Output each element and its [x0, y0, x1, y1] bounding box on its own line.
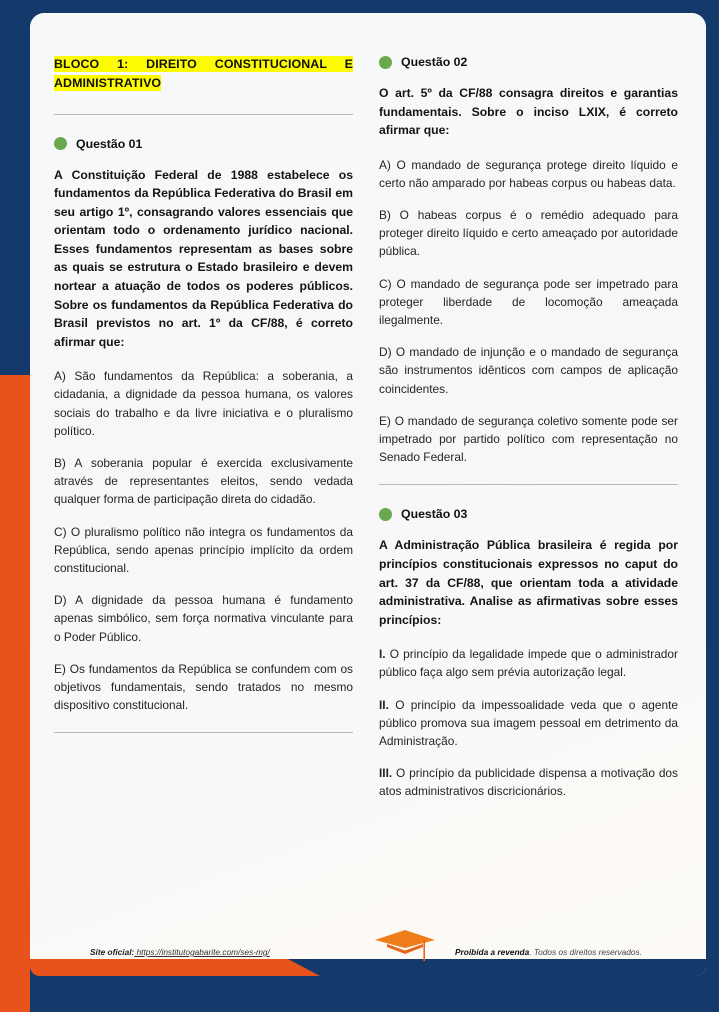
question-03-statement-i	[379, 645, 678, 681]
question-03-label: Questão 03	[401, 507, 468, 522]
question-03-statement-iii	[379, 764, 678, 800]
question-03-stem: A Administração Pública brasileira é regida por princípios constitucionais expressos no caput do art. 37 da CF/88, que orientam toda a atividade administrativa. Analise as afirmativas sobre esses princípios:	[379, 538, 678, 627]
graduation-cap-icon	[371, 926, 439, 964]
block-title: BLOCO 1: DIREITO CONSTITUCIONAL E ADMINISTRATIVO	[54, 57, 353, 91]
statement-ii-text: O princípio da impessoalidade veda que o agente público promova sua imagem pessoal em detrimento da Administração.	[379, 697, 678, 749]
column-right	[379, 55, 678, 928]
divider-bottom-left	[54, 732, 353, 733]
green-bullet-icon	[379, 508, 392, 521]
footer-site-label: Site oficial:	[90, 947, 135, 957]
question-01-alternative-e: E) Os fundamentos da República se confundem com os objetivos fundamentais, sendo tratados no mesmo dispositivo constitucional.	[54, 661, 353, 713]
green-bullet-icon	[54, 137, 67, 150]
question-01-alternative-a: A) São fundamentos da República: a soberania, a cidadania, a dignidade da pessoa humana, os valores sociais do trabalho e da livre iniciativa e o pluralismo político.	[54, 369, 353, 438]
question-01-alternative-b: B) A soberania popular é exercida exclusivamente através de representantes eleitos, sendo vedada qualquer forma de participação direta do cidadão.	[54, 455, 353, 507]
statement-ii-numeral: II.	[379, 697, 389, 712]
statement-i-text: O princípio da legalidade impede que o administrador público faça algo sem prévia autorização legal.	[379, 647, 678, 680]
question-02-label: Questão 02	[401, 55, 468, 69]
footer-notice-bold: Proibida a revenda	[455, 947, 530, 957]
block-title-container	[54, 55, 353, 94]
question-03-header	[379, 507, 678, 521]
left-edge-orange-accent	[0, 375, 30, 1012]
question-01-stem: A Constituição Federal de 1988 estabelece os fundamentos da República Federativa do Brasil em seu artigo 1º, consagrando valores essenciais que orientam todo o ordenamento jurídico nacional. Esses fundamentos representam as bases sobre as quais se estrutura o Estado brasileiro e devem nortear a atuação de todos os poderes públicos. Sobre os fundamentos da República Federativa do Brasil previstos no art. 1º da CF/88, é correto afirmar que:	[54, 167, 353, 349]
question-01-label: Questão 01	[76, 136, 143, 151]
question-01-alternative-d: D) A dignidade da pessoa humana é fundamento apenas simbólico, sem força normativa vinculante para o Poder Público.	[54, 593, 353, 644]
footer-site-link[interactable]	[90, 947, 270, 957]
question-02-alternative-d: D) O mandado de injunção e o mandado de segurança são instrumentos idênticos com campos de aplicação coincidentes.	[379, 345, 678, 396]
statement-iii-numeral: III.	[379, 766, 393, 781]
statement-i-numeral: I.	[379, 647, 386, 662]
question-01-alternative-c: C) O pluralismo político não integra os fundamentos da República, sendo apenas princípio implícito da ordem constitucional.	[54, 524, 353, 575]
content-card	[30, 13, 706, 976]
footer-copyright-notice	[455, 947, 642, 957]
column-left	[54, 55, 353, 928]
footer-orange-bar	[30, 959, 320, 976]
question-02-alternative-c: C) O mandado de segurança pode ser impetrado para proteger liberdade de locomoção ameaçada ilegalmente.	[379, 276, 678, 328]
divider-right	[379, 484, 678, 485]
page-footer	[30, 928, 706, 976]
question-02-stem: O art. 5º da CF/88 consagra direitos e garantias fundamentais. Sobre o inciso LXIX, é correto afirmar que:	[379, 86, 678, 138]
divider-top-left	[54, 114, 353, 115]
question-02-alternative-a: A) O mandado de segurança protege direito líquido e certo não amparado por habeas corpus ou habeas data.	[379, 157, 678, 190]
two-column-body	[30, 13, 706, 928]
question-02-header	[379, 55, 678, 69]
question-03-statement-ii	[379, 696, 678, 751]
question-02-alternative-e: E) O mandado de segurança coletivo somente pode ser impetrado por partido político com representação no Senado Federal.	[379, 413, 678, 465]
question-02-alternative-b: B) O habeas corpus é o remédio adequado para proteger direito líquido e certo ameaçado por autoridade pública.	[379, 208, 678, 259]
green-bullet-icon	[379, 56, 392, 69]
question-01-header	[54, 137, 353, 151]
left-edge-navy-accent	[0, 0, 30, 375]
footer-site-url[interactable]: https://institutogabarite.com/ses-mg/	[134, 947, 270, 957]
footer-notice-rest: . Todos os direitos reservados.	[529, 947, 642, 957]
statement-iii-text: O princípio da publicidade dispensa a motivação dos atos administrativos discricionários.	[379, 766, 678, 799]
